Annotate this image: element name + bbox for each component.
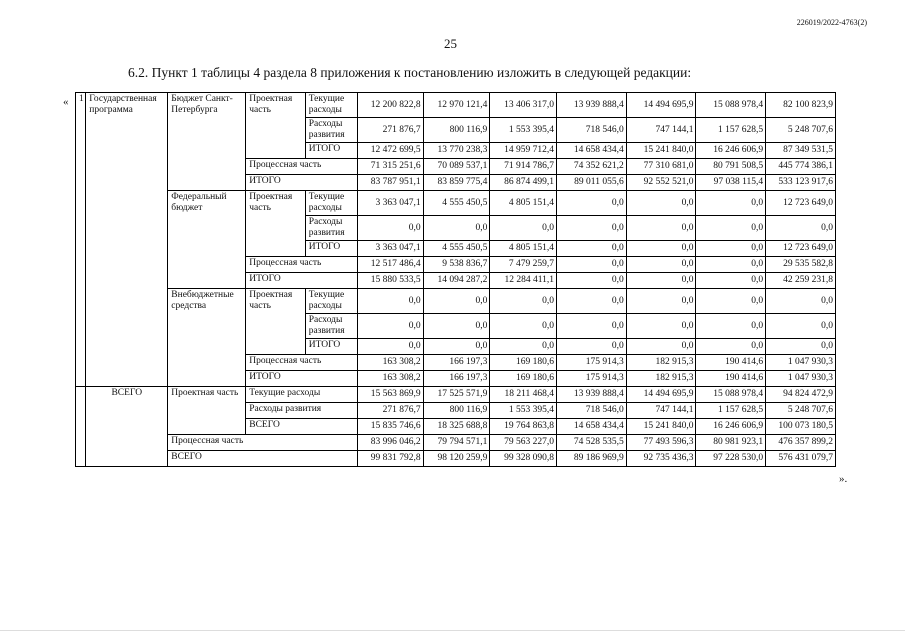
value-cell: 0,0: [423, 314, 490, 339]
value-cell: 476 357 899,2: [766, 435, 836, 451]
value-cell: 169 180,6: [490, 355, 557, 371]
value-cell: 13 939 888,4: [556, 387, 626, 403]
value-cell: 97 038 115,4: [696, 175, 766, 191]
value-cell: 80 791 508,5: [696, 159, 766, 175]
project-part-cell: Проектная часть: [246, 289, 305, 355]
value-cell: 182 915,3: [626, 355, 696, 371]
value-cell: 14 959 712,4: [490, 143, 557, 159]
value-cell: 0,0: [358, 289, 424, 314]
value-cell: 0,0: [358, 314, 424, 339]
expense-type-cell: Расходы развития: [305, 216, 357, 241]
value-cell: 445 774 386,1: [766, 159, 836, 175]
value-cell: 533 123 917,6: [766, 175, 836, 191]
value-cell: 83 859 775,4: [423, 175, 490, 191]
subtotal-label-cell: ИТОГО: [305, 143, 357, 159]
value-cell: 100 073 180,5: [766, 419, 836, 435]
value-cell: 747 144,1: [626, 403, 696, 419]
value-cell: 0,0: [556, 273, 626, 289]
value-cell: 18 211 468,4: [490, 387, 557, 403]
value-cell: 163 308,2: [358, 371, 424, 387]
value-cell: 166 197,3: [423, 371, 490, 387]
value-cell: 0,0: [626, 216, 696, 241]
program-cell: Государственная программа: [86, 93, 168, 387]
process-part-cell: Процессная часть: [246, 159, 358, 175]
value-cell: 77 310 681,0: [626, 159, 696, 175]
value-cell: 71 315 251,6: [358, 159, 424, 175]
value-cell: 42 259 231,8: [766, 273, 836, 289]
value-cell: 163 308,2: [358, 355, 424, 371]
value-cell: 0,0: [358, 339, 424, 355]
funding-source-cell: Бюджет Санкт-Петербурга: [168, 93, 246, 191]
value-cell: 83 996 046,2: [358, 435, 424, 451]
value-cell: 747 144,1: [626, 118, 696, 143]
value-cell: 0,0: [626, 191, 696, 216]
value-cell: 15 241 840,0: [626, 143, 696, 159]
value-cell: 0,0: [556, 257, 626, 273]
value-cell: 15 880 533,5: [358, 273, 424, 289]
expense-type-cell: Текущие расходы: [305, 289, 357, 314]
value-cell: 718 546,0: [556, 118, 626, 143]
total-label-cell: ИТОГО: [246, 175, 358, 191]
value-cell: 271 876,7: [358, 118, 424, 143]
closing-quote: ».: [839, 473, 848, 485]
value-cell: 4 555 450,5: [423, 241, 490, 257]
table-row: [76, 93, 836, 118]
value-cell: 0,0: [626, 289, 696, 314]
table-row: [76, 387, 836, 403]
process-part-cell: Процессная часть: [168, 435, 358, 451]
total-label-cell: ИТОГО: [246, 273, 358, 289]
opening-quote: «: [63, 96, 69, 108]
budget-table: [75, 92, 836, 467]
value-cell: 800 116,9: [423, 403, 490, 419]
value-cell: 15 088 978,4: [696, 387, 766, 403]
value-cell: 12 472 699,5: [358, 143, 424, 159]
funding-source-cell: Федеральный бюджет: [168, 191, 246, 289]
expense-type-cell: Расходы развития: [246, 403, 358, 419]
empty-cell: [76, 387, 86, 467]
value-cell: 5 248 707,6: [766, 118, 836, 143]
value-cell: 0,0: [556, 191, 626, 216]
value-cell: 0,0: [626, 257, 696, 273]
value-cell: 190 414,6: [696, 355, 766, 371]
value-cell: 15 088 978,4: [696, 93, 766, 118]
total-label-cell: ИТОГО: [246, 371, 358, 387]
value-cell: 92 552 521,0: [626, 175, 696, 191]
value-cell: 18 325 688,8: [423, 419, 490, 435]
value-cell: 94 824 472,9: [766, 387, 836, 403]
value-cell: 800 116,9: [423, 118, 490, 143]
value-cell: 0,0: [556, 289, 626, 314]
subtotal-label-cell: ИТОГО: [305, 241, 357, 257]
value-cell: 77 493 596,3: [626, 435, 696, 451]
value-cell: 80 981 923,1: [696, 435, 766, 451]
table-row: [76, 289, 836, 314]
table-row: [76, 451, 836, 467]
value-cell: 0,0: [626, 339, 696, 355]
value-cell: 99 328 090,8: [490, 451, 557, 467]
table-row: [76, 435, 836, 451]
value-cell: 13 939 888,4: [556, 93, 626, 118]
value-cell: 0,0: [696, 314, 766, 339]
value-cell: 0,0: [358, 216, 424, 241]
value-cell: 12 723 649,0: [766, 241, 836, 257]
value-cell: 5 248 707,6: [766, 403, 836, 419]
project-part-cell: Проектная часть: [246, 191, 305, 257]
value-cell: 3 363 047,1: [358, 191, 424, 216]
value-cell: 74 528 535,5: [556, 435, 626, 451]
value-cell: 15 563 869,9: [358, 387, 424, 403]
value-cell: 14 494 695,9: [626, 93, 696, 118]
value-cell: 0,0: [423, 339, 490, 355]
value-cell: 0,0: [490, 339, 557, 355]
value-cell: 0,0: [766, 314, 836, 339]
value-cell: 14 494 695,9: [626, 387, 696, 403]
value-cell: 3 363 047,1: [358, 241, 424, 257]
value-cell: 87 349 531,5: [766, 143, 836, 159]
value-cell: 71 914 786,7: [490, 159, 557, 175]
value-cell: 0,0: [696, 241, 766, 257]
value-cell: 12 200 822,8: [358, 93, 424, 118]
value-cell: 1 553 395,4: [490, 403, 557, 419]
expense-type-cell: Расходы развития: [305, 118, 357, 143]
value-cell: 14 658 434,4: [556, 143, 626, 159]
value-cell: 0,0: [626, 241, 696, 257]
value-cell: 4 805 151,4: [490, 241, 557, 257]
scan-edge-line: [0, 630, 905, 631]
value-cell: 0,0: [626, 273, 696, 289]
value-cell: 29 535 582,8: [766, 257, 836, 273]
value-cell: 0,0: [626, 314, 696, 339]
document-id: 226019/2022-4763(2): [796, 18, 867, 27]
funding-source-cell: Внебюджетные средства: [168, 289, 246, 387]
value-cell: 9 538 836,7: [423, 257, 490, 273]
value-cell: 16 246 606,9: [696, 143, 766, 159]
grand-total-label-cell: ВСЕГО: [86, 387, 168, 467]
process-part-cell: Процессная часть: [246, 355, 358, 371]
value-cell: 0,0: [423, 289, 490, 314]
value-cell: 14 658 434,4: [556, 419, 626, 435]
value-cell: 0,0: [766, 289, 836, 314]
value-cell: 182 915,3: [626, 371, 696, 387]
value-cell: 97 228 530,0: [696, 451, 766, 467]
value-cell: 1 047 930,3: [766, 371, 836, 387]
value-cell: 19 764 863,8: [490, 419, 557, 435]
value-cell: 0,0: [696, 289, 766, 314]
expense-type-cell: Текущие расходы: [305, 93, 357, 118]
expense-type-cell: Расходы развития: [305, 314, 357, 339]
value-cell: 79 794 571,1: [423, 435, 490, 451]
value-cell: 0,0: [696, 339, 766, 355]
value-cell: 0,0: [696, 273, 766, 289]
value-cell: 0,0: [696, 257, 766, 273]
value-cell: 166 197,3: [423, 355, 490, 371]
value-cell: 1 047 930,3: [766, 355, 836, 371]
page-number: 25: [444, 36, 457, 51]
value-cell: 89 011 055,6: [556, 175, 626, 191]
value-cell: 1 553 395,4: [490, 118, 557, 143]
value-cell: 0,0: [696, 216, 766, 241]
section-heading: 6.2. Пункт 1 таблицы 4 раздела 8 приложения к постановлению изложить в следующей редакции:: [128, 65, 692, 80]
value-cell: 99 831 792,8: [358, 451, 424, 467]
project-part-cell: Проектная часть: [246, 93, 305, 159]
table-row: [76, 191, 836, 216]
value-cell: 0,0: [696, 191, 766, 216]
value-cell: 12 517 486,4: [358, 257, 424, 273]
value-cell: 576 431 079,7: [766, 451, 836, 467]
value-cell: 7 479 259,7: [490, 257, 557, 273]
value-cell: 169 180,6: [490, 371, 557, 387]
value-cell: 0,0: [490, 216, 557, 241]
expense-type-cell: Текущие расходы: [305, 191, 357, 216]
value-cell: 0,0: [556, 241, 626, 257]
value-cell: 86 874 499,1: [490, 175, 557, 191]
value-cell: 0,0: [423, 216, 490, 241]
value-cell: 79 563 227,0: [490, 435, 557, 451]
value-cell: 0,0: [766, 216, 836, 241]
value-cell: 13 406 317,0: [490, 93, 557, 118]
value-cell: 12 723 649,0: [766, 191, 836, 216]
value-cell: 70 089 537,1: [423, 159, 490, 175]
value-cell: 271 876,7: [358, 403, 424, 419]
value-cell: 4 805 151,4: [490, 191, 557, 216]
row-number-cell: 1: [76, 93, 86, 387]
subtotal-label-cell: ВСЕГО: [246, 419, 358, 435]
value-cell: 175 914,3: [556, 355, 626, 371]
value-cell: 83 787 951,1: [358, 175, 424, 191]
value-cell: 74 352 621,2: [556, 159, 626, 175]
value-cell: 718 546,0: [556, 403, 626, 419]
value-cell: 0,0: [556, 339, 626, 355]
value-cell: 175 914,3: [556, 371, 626, 387]
value-cell: 92 735 436,3: [626, 451, 696, 467]
value-cell: 14 094 287,2: [423, 273, 490, 289]
value-cell: 1 157 628,5: [696, 118, 766, 143]
value-cell: 16 246 606,9: [696, 419, 766, 435]
value-cell: 15 241 840,0: [626, 419, 696, 435]
value-cell: 98 120 259,9: [423, 451, 490, 467]
grand-total-cell: ВСЕГО: [168, 451, 358, 467]
value-cell: 15 835 746,6: [358, 419, 424, 435]
value-cell: 17 525 571,9: [423, 387, 490, 403]
value-cell: 190 414,6: [696, 371, 766, 387]
value-cell: 0,0: [490, 314, 557, 339]
value-cell: 0,0: [766, 339, 836, 355]
value-cell: 89 186 969,9: [556, 451, 626, 467]
value-cell: 12 970 121,4: [423, 93, 490, 118]
value-cell: 13 770 238,3: [423, 143, 490, 159]
value-cell: 0,0: [556, 314, 626, 339]
value-cell: 4 555 450,5: [423, 191, 490, 216]
value-cell: 1 157 628,5: [696, 403, 766, 419]
value-cell: 82 100 823,9: [766, 93, 836, 118]
subtotal-label-cell: ИТОГО: [305, 339, 357, 355]
value-cell: 0,0: [490, 289, 557, 314]
value-cell: 0,0: [556, 216, 626, 241]
project-part-cell: Проектная часть: [168, 387, 246, 435]
value-cell: 12 284 411,1: [490, 273, 557, 289]
expense-type-cell: Текущие расходы: [246, 387, 358, 403]
process-part-cell: Процессная часть: [246, 257, 358, 273]
